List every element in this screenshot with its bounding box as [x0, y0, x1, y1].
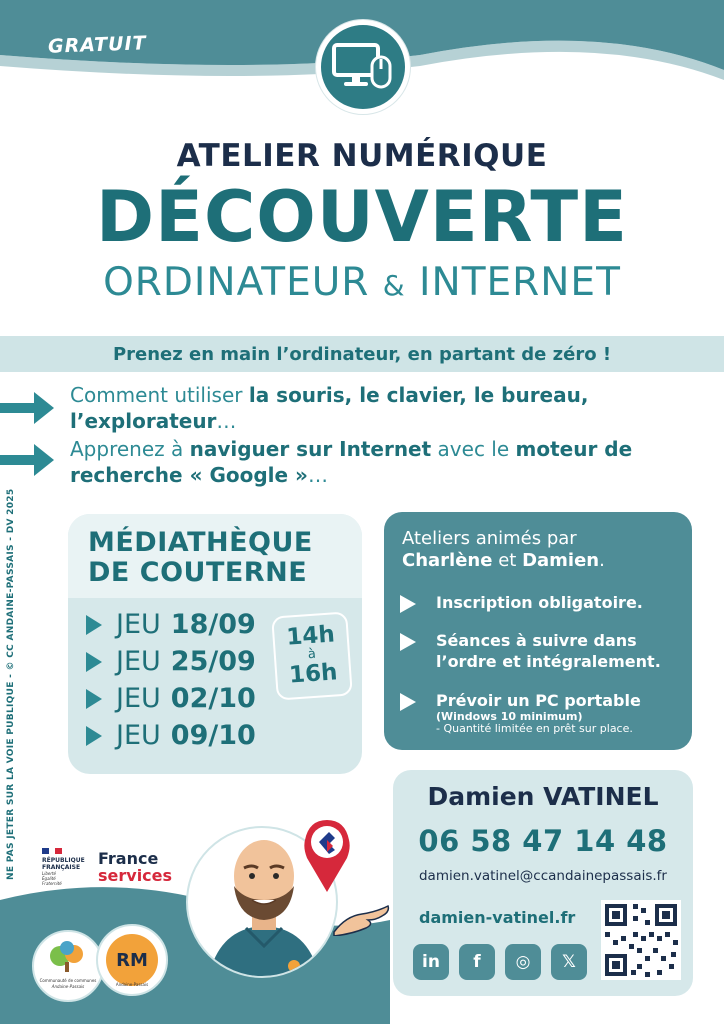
workshop-kicker: ATELIER NUMÉRIQUE: [176, 138, 548, 174]
contact-email[interactable]: damien.vatinel@ccandainepassais.fr: [418, 868, 667, 884]
session-date: 02/10: [170, 683, 256, 714]
session-date: 18/09: [170, 609, 256, 640]
lead-line: Ateliers animés par: [402, 528, 577, 549]
rf-motto: Fraternité: [42, 881, 62, 886]
session-date: 25/09: [170, 646, 256, 677]
info-item-text: [436, 690, 691, 735]
facebook-icon[interactable]: f: [459, 944, 495, 980]
republique-francaise-logo: [42, 848, 94, 886]
reseau-mediatheques-logo: [96, 924, 168, 996]
arrow-right-icon: [0, 388, 56, 428]
lead-dot: .: [599, 550, 605, 571]
cc-caption: Andaine-Passais: [51, 984, 85, 989]
linkedin-icon[interactable]: in: [413, 944, 449, 980]
legal-note: NE PAS JETER SUR LA VOIE PUBLIQUE - © CC ANDAINE-PASSAIS - DV 2025: [6, 488, 16, 880]
subtitle-part2: INTERNET: [419, 260, 621, 305]
session-row: [86, 717, 256, 754]
info-item-note: (Windows 10 minimum): [436, 710, 583, 723]
fs-line1: France: [98, 849, 159, 868]
rm-logo-mark: RM: [106, 934, 158, 986]
info-card: [384, 512, 692, 750]
subtitle-part1: ORDINATEUR: [103, 260, 370, 305]
cc-andaine-passais-logo: [32, 930, 104, 1002]
info-item-main: Prévoir un PC portable: [436, 691, 641, 710]
hand-icon: [332, 896, 392, 936]
triangle-icon: [400, 633, 416, 651]
bullet-item: [0, 382, 724, 438]
tagline-bar: [0, 336, 724, 372]
triangle-icon: [86, 689, 102, 709]
session-row: [86, 680, 256, 717]
session-day: JEU: [116, 609, 161, 640]
info-item-text: Séances à suivre dans l’ordre et intégralement.: [436, 631, 661, 671]
social-links: [413, 944, 587, 980]
info-lead: [402, 528, 605, 572]
time-end: 16h: [288, 659, 339, 689]
instagram-icon[interactable]: ◎: [505, 944, 541, 980]
rf-line2: FRANÇAISE: [42, 864, 81, 871]
bullet-text: Comment utiliser la souris, le clavier, le bureau, l’explorateur…: [70, 383, 589, 433]
page-title: DÉCOUVERTE: [96, 176, 628, 258]
rf-line1: RÉPUBLIQUE: [42, 857, 85, 864]
venue-title: [88, 528, 313, 588]
rf-motto: Égalité: [42, 876, 56, 881]
rf-motto: Liberté: [42, 871, 57, 876]
page-subtitle: [0, 260, 724, 305]
computer-icon-badge: [316, 20, 410, 114]
tagline: Prenez en main l’ordinateur, en partant de zéro !: [112, 343, 612, 365]
rm-caption: Andaine-Passais: [115, 982, 149, 987]
time-start: 14h: [285, 621, 336, 651]
triangle-icon: [400, 693, 416, 711]
triangle-icon: [86, 726, 102, 746]
session-day: JEU: [116, 720, 161, 751]
session-list: [86, 606, 256, 754]
bullet-text: Apprenez à naviguer sur Internet avec le moteur de recherche « Google »…: [70, 437, 633, 487]
computer-mouse-icon: [332, 41, 394, 93]
time-box: [271, 611, 353, 700]
contact-phone[interactable]: 06 58 47 14 48: [418, 824, 668, 858]
session-day: JEU: [116, 646, 161, 677]
contact-name: Damien VATINEL: [427, 782, 659, 811]
tree-logo-icon: [34, 932, 102, 982]
venue-card: [68, 514, 362, 774]
contact-website[interactable]: damien-vatinel.fr: [419, 908, 576, 927]
fs-line2: services: [98, 866, 173, 885]
triangle-icon: [400, 595, 416, 613]
host-name-2: Damien: [522, 550, 600, 571]
triangle-icon: [86, 652, 102, 672]
free-badge: GRATUIT: [47, 32, 147, 58]
subtitle-amp: &: [382, 269, 406, 302]
info-item-note: - Quantité limitée en prêt sur place.: [436, 722, 633, 735]
x-icon[interactable]: 𝕏: [551, 944, 587, 980]
lead-and: et: [498, 550, 517, 571]
cc-caption: Communauté de communes: [39, 978, 97, 983]
venue-line2: DE COUTERNE: [88, 557, 308, 588]
qr-code-icon[interactable]: [601, 900, 681, 980]
time-separator: à: [307, 646, 317, 663]
french-flag-icon: [42, 848, 62, 854]
bullet-item: [0, 436, 724, 492]
host-name-1: Charlène: [402, 550, 493, 571]
france-services-logo: [98, 850, 172, 884]
arrow-right-icon: [0, 440, 56, 480]
venue-line1: MÉDIATHÈQUE: [88, 527, 313, 558]
info-item-text: Inscription obligatoire.: [436, 593, 643, 612]
map-pin-icon: [303, 818, 351, 894]
session-date: 09/10: [170, 720, 256, 751]
contact-card: [393, 770, 693, 996]
session-row: [86, 606, 256, 643]
session-row: [86, 643, 256, 680]
triangle-icon: [86, 615, 102, 635]
session-day: JEU: [116, 683, 161, 714]
